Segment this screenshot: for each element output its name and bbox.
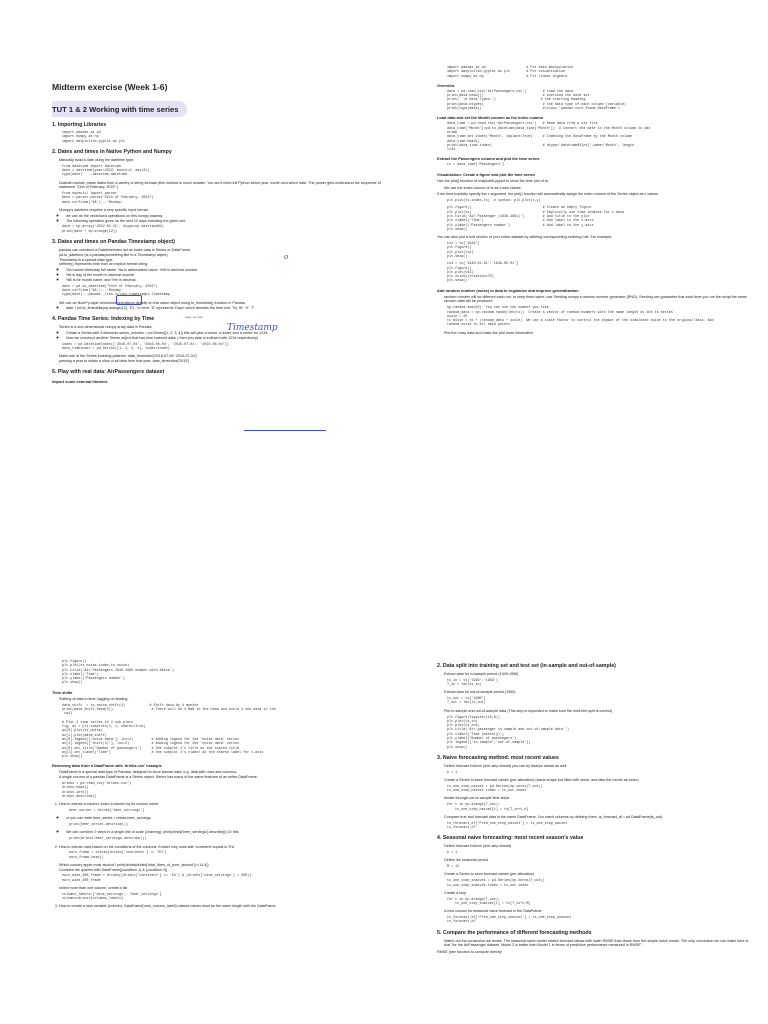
code-block: ts3 = ts['1949-01-01':'1949-05-01'] plt.figure() plt.plot(ts3) plt.xticks(rotation=75) plt.show() [447,262,519,284]
bullet-list [437,909,755,914]
list-item: • Which country apple most alcohol? print(drinks[drinks['total_litres_of_pure_alcohol']==14.4]) [59,863,382,868]
bullet-list [437,872,755,877]
top-right-column [437,64,755,492]
handwritten-mark: o [284,253,289,261]
list-item: • Manually build a date using the datetime type: [59,158,382,163]
pen-underline [244,430,326,431]
sub-heading: Overview [437,82,455,88]
list-item: • strftime() represents time from an explicit format string. [59,262,382,267]
list-item: • Combine the queries with DataFrame[(condition 1) & (condition 2)] [59,868,382,873]
bullet-list [52,863,382,873]
list-item: 3. How to create a new variable (column): DataFrame['new_column_label']=values values must be the same length with the DataFrame [59,904,382,909]
bullet-list [52,886,382,891]
bullet-list [437,815,755,820]
code-block: plt.plot(ts.index,ts) # syntax: plt.plot(x,y) [447,199,541,204]
list-item: • Define forecast horizon (one-step ahead) [444,844,755,849]
bottom-right-column [437,658,755,1024]
bullet-list [52,181,382,191]
list-item: ◦ or you can write beer_series = drinks.beer_servings [66,816,382,821]
code-block: h = 1 [447,770,458,775]
list-item-text: How to extract rows based on the conditions of the columns: Extract only rows with 'continent' equals to 'EU' [59,844,236,849]
code-block: print(drinks.beer_servings.describe()) [69,837,147,842]
code-block: index = pd.DatetimeIndex(['2016-07-04', '2016-08-04', '2015-07-04', '2015-08-04']) date_timeindex = pd.Series([1, 2, 3, 4], index=index) [62,342,229,351]
bullet-list [52,301,382,312]
section-heading: 5. Play with real data: AirPassengers dataset [52,368,165,375]
section-heading: 3. Naive forecasting method: most recent values [437,754,559,761]
list-item: ◦ %A means Weekday full name. %a is abbreviated name. %W in decimal number [66,268,382,273]
list-item: ◦ %B is for month name, and %m in decimal. [66,278,382,283]
tutorial-title-text: TUT 1 & 2 Working with time series [52,105,179,114]
paragraph: RMSE (see function to compute directly [437,950,502,955]
handwritten-timestamp: Timestamp [227,323,278,333]
top-left-column [52,74,382,514]
sub-heading: Removing data from a DataFrame with 'drinks.csv' example [52,763,162,769]
sub-heading: Import some external libraries [52,378,108,384]
section-heading: 2. Dates and times in Native Python and Numpy [52,148,172,155]
sub-list [59,331,382,341]
bullet-list [52,325,382,340]
code-block: ts_forecast_df['Pred_one_step_snaive1'] = ts_one_step_snaive1 ts_forecast_df [447,915,572,925]
handwritten-note: easy access [185,315,203,319]
bullet-list [437,778,755,783]
list-item: ◦ The following operation gives us the next 12 days including the given one [66,219,382,224]
tutorial-title [52,105,382,114]
code-block: print(beer_series.describe()) [69,823,129,828]
bullet-list [437,796,755,801]
list-item: • Dateutil module, parse dates from a variety of string formats (this method is much smarter. You don't need full Python which year, month and which date. The parser gets understand the sequence of statement "21th of February, 2022".) [59,181,382,191]
list-item: • Plot in-sample and out-of-sample data (This step is important to make sure the hold-feel split is correct) [444,709,755,714]
numbered-list [52,802,382,860]
bottom-left-column [52,658,382,1024]
list-item: • random number will be different each run. to keep them same, use Seeding numpy's random number generator (RNG). Seeding can guarantee that each time you run the script the same random data will be produced [444,295,755,305]
code-block: data = pd.read_csv('AirPassengers.csv') # load the data print(data.head()) # overview the data set print(' \n Data Types:') # the starting heading print(data.dtypes) # the data type of each column (variable) print(type(data)) #<class 'pandas.core.frame.DataFrame'> [447,89,627,112]
list-item: • Define forecast horizon (one-step ahead) you can try ikstepo ahead as well [444,764,755,769]
sub-list [59,214,382,224]
bullet-list [52,248,382,283]
list-item: • Iterate through out-of-sample time steps [444,796,755,801]
list-item: ◦ Now we construct another Series object that has time indexed data: ( then you date is indexed with 1234 respectively) [66,336,382,341]
bullet-list [52,208,382,223]
bullet-list [52,770,382,780]
sub-heading: Extract the Passengers column and plot the time series [437,156,540,162]
list-item: ◦ Create a Series with 4 elements series_noindex = pd.Series([1, 2, 3, 4]) this will give a vector of index and a vector for 1234. [66,331,382,336]
bullet-list [437,858,755,863]
code-block: for t in np.arange(T_out): ts_one_step_naive1[t] = ts[T_in+t-h] [447,803,529,812]
code-block: h = 1 [447,851,458,856]
list-item: • Create a Series to store forecast values (pre-allocation) [444,872,755,877]
list-item: ◦ we can do the vectorized operations on this numpy.ndarray. [66,214,382,219]
bullet-list [52,354,382,364]
section-heading: 4. Pandas Time Series: Indexing by Time [52,316,155,323]
code-block: plt.figure(figsize=(15,6)) plt.plot(ts_in) plt.plot(ts_out) plt.title('Air passenger in-sample and out-of-sample data ') plt.xlabel('Time (monthly)') plt.ylabel('Number of passengers') plt.legend(['in-sample','out-of-sample']) plt.show() [447,715,570,750]
code-block: plt.figure() # Create an empty figure plt.plot(ts) # Implicitly use time indexes for x data plt.title('Air Passenger (1949-1961)') # Add title to the plot plt.xlabel('Time') # Add label to the x-axis plt.ylabel('Passengers number') # Add label to the y-axis plt.show() [447,206,625,232]
list-item: • Extract data for out-of-sample period (1960) [444,690,755,695]
sub-heading: Load data and set the Month column as the index column [437,115,544,121]
code-block: ts_one_step_naive1 = pd.Series(np.zeros(T_out)) ts_one_step_naive1.index = ts_out.index [447,784,543,794]
list-item: • Create a loop [444,891,755,896]
code-block: plt.figure() plt.plot(ts_noise.index,ts_noise) plt.title('Air Passengers 1949-1960 number with Noise') plt.xlabel('Time') plt.ylabel('Passengers number') plt.show() [62,660,174,686]
numbered-list [52,904,382,909]
sub-list [59,306,382,311]
sub-heading: Time shifts [52,689,73,695]
code-block: data_time = pd.read_csv('AirPassengers.csv') # Read data from a csv file data_time['Month']=pd.to_datetime(data_time['Month']) # Convert the date in the Month column to dat etime data_time.set_index('Month', inplace=True) # Indexing the DataFrame by the Month column data_time.head() print(data_time.index) # dtype='datetime64[ns]',name='Month', length =144 [447,122,651,153]
list-item: • Timestamp is a special data type. [59,258,382,263]
bullet-list [437,295,755,305]
bullet-list [437,690,755,695]
code-block: import pandas as pd import numpy as np import matplotlib.pyplot as plt [62,131,126,144]
list-item: • Define the seasonal period [444,858,755,863]
sub-list [59,830,382,835]
code-block: beer_series = drinks['beer_servings'] [69,809,145,814]
paragraph: Use the plot() function of matplotlib.pyplot to show the time plot of ts. [437,178,549,183]
pen-circle-annotation [116,295,142,305]
code-block: columns_labels=['wine_servings', 'beer_servings'] columns=drinks[columns_labels] [62,892,162,902]
bullet-list [437,709,755,714]
code-block: date = pd.to_datetime("21th of February, 2022") date.strftime('%A')---'Monday' type(date)---pandas._libs.tslibs.timestamps.Timestamp [62,284,170,298]
bullet-list [52,697,382,702]
sub-heading: Visualization: Create a figure and plot the time series [437,171,535,177]
list-item: • A single column of a pandas DataFrame is a Series object. Series has many of the same features of an entire DataFrame. [59,775,382,780]
bullet-list [437,844,755,849]
document-title: Midterm exercise (Week 1-6) [52,82,168,92]
code-block: drinks = pd.read_csv('drinks.csv') drinks.head() drinks.info() drinks.describe() [62,782,132,799]
code-block: data_shift = ts_noise.shift(4) # Shift data by 4 months print(data_shift.head(5)) # There will be 4 NaN in the head and extra 4 new data in the tail # Plot 2 time series in 2 sub plots fig, ax = plt.subplots(2, 1, sharex=True) ax[0].plot(ts_noise) ax[1].plot(data_shift) ax[0].legend(['noise data'], loc=2) # Adding legend for the 'noise data' series ax[1].legend(['shift(4)'], loc=2) # Adding legend for the 'noise data' series ax[0].set_title('Number of passengers') # One subplot 1's title as the shared title ax[1].set_xlabel('Time') # One subplot 2's xlabel as the shared label for x-axis plt.show() [62,703,276,760]
section-heading: 5. Compare the performance of different forecasting methods [437,929,592,936]
code-block: ts_forecast_df['Pred_one_step_naive1'] = ts_one_step_naive1 ts_forecast_df [447,821,568,830]
code-block: ts2 = ts['1949'] plt.figure() plt.plot(ts2) plt.show() [447,242,480,259]
list-item: • Numpy's datetime requires a very specific input format. [59,208,382,213]
code-block: date = np.array('2022-02-21', dtype=np.datetime64) print(date + np.arange(12)) [62,225,164,234]
bullet-list [437,891,755,896]
list-item: ◦ date + pd.to_timedelta(np.arange(12), 'D') : \n here, 'D' represents 'Days' which denotes the time unit. Try 'W', 'h', 'T' [66,306,382,311]
bullet-list [437,331,755,336]
list-item: • Create a Series to store forecast values (pre-allocation) (same shape but filled with zeros, and take the month as index) [444,778,755,783]
code-block: euro_wine_300_frame = drinks[(drinks['continent'] == 'EU') & (drinks['wine_servings'] > 300)] euro_wine_300_frame [62,874,252,883]
list-item: ◦ We can combine 2 steps in a single line of code (chaining): print(drinks['beer_servings'].describe()) Or this [66,830,382,835]
list-item: • Shifting of data in time, lagging on leading. [59,697,382,702]
list-item: • pandas can construct a DatetimeIndex act as index data in Series or DataFrame. [59,248,382,253]
section-heading: 2. Data split into training set and test set (in-sample and out-of-sample) [437,663,616,669]
paragraph: You can also plot a sub section of your entire dataset by defining corresponding indexing rule. For example: [437,235,613,240]
code-block: from datetime import datetime date = datetime(year=2022, month=2, day=21) type(date) --datetime.datetime [62,164,150,178]
list-item: • Compare true and forecast data in the same DataFrame. You insert columns by defining them. ts_forecast_df = pd.DataFrame(ts_out) [444,815,755,820]
list-item: • We use the index column of ts as x-axis values. [444,186,755,191]
code-block: import pandas as pd # For data manipulation import matplotlib.pyplot as plt # For visualization import numpy as np # For linear algebra [447,66,574,79]
code-block: for t in np.arange(T_out): ts_one_step_snaive1[t] = ts[T_in+t-M] [447,897,531,906]
list-item: • Extract data for in-sample period (1949-1959) [444,672,755,677]
code-block: ts = data_time['Passengers'] [447,163,504,168]
list-item [59,802,382,841]
code-block: euro_frame = drinks[drinks['continent'] == 'EU'] euro_frame.head() [69,851,167,860]
list-item: • Make use of the Series indexing patterns: date_timeindex['2016-07-04':'2015-07-04'] [59,354,382,359]
code-block: from dateutil import parser date = parser.parse("21th of February, 2022") date.strftime('%A')---'Monday' [62,192,154,205]
bullet-list [52,158,382,163]
list-item: • A new column for seasonal naive forecast in the DataFrame [444,909,755,914]
list-item: • pd.to_datetime (is a pandas(something like to a Timestamp object) [59,253,382,258]
code-block: ts_one_step_snaive1 = pd.Series(np.zeros(T_out)) ts_one_step_snaive1.index = ts_out.index [447,879,545,888]
list-item: • passing a year to obtain a slice of all data from that year: date_timeindex['2015'] [59,359,382,364]
bullet-list [437,939,755,949]
sub-list [59,268,382,282]
list-item: ◦ %d is day of the month in decimal number [66,273,382,278]
list-item: • Series is a one-dimensional numpy array data in Pandas. [59,325,382,330]
bullet-list [437,672,755,677]
bullet-list [437,764,755,769]
sub-heading: Add random number (noise) to data to regularize and improve generalization [437,287,579,293]
section-heading: 1. Importing Libraries [52,122,107,128]
list-item: • Watch out the conclusion we revise. The seasonal naive model makes forecast values with lower RMSE than those from the simple naive model. The only conclusion we can make here is that "for the AirPassenger dataset, Model 2 is better than Model 1 in terms of predictive performance measured in RMSE". [444,939,755,949]
bullet-list [437,186,755,191]
list-item [59,845,382,860]
list-item: • We can do NumPy-style vectorized operations directly on this same object using to_timedelta() function in Pandas. [59,301,382,306]
list-item: • DataFrame is a special data type of Pandas, designed to store tabular data, e.g. data with rows and columns. [59,770,382,775]
code-block: ts_out = ts['1960'] T_out = len(ts_out) [447,697,486,706]
section-heading: 4. Seasonal naive forecasting: most recent season's value [437,835,584,842]
list-item: • select more than one column, create a list [59,886,382,891]
list-item: • Plot the noisy data and make the plot more informative [444,331,755,336]
list-item-text: How to extract a column: index a column by its column name. [59,802,160,807]
sub-list [59,816,382,821]
code-block: np.random.seed(0) You can use the number you like random_data = np.random.randn(len(ts)) Create a vector of random numbers with the same length as the ts series scale = 20 ts_noise = ts + (random_data * scale) We use a scale factor to control the impact of the simulated noise to the original data. Add random noise to all data points [447,306,714,328]
section-heading: 3. Dates and times on Pandas Timestamp object) [52,239,175,246]
code-block: ts_in = ts['1949':'1959'] T_in = len(ts_in) [447,678,498,688]
code-block: M = 12 [447,865,460,870]
paragraph: If we dont explicitly specify the x argument, the plot() function will automatically assign the index column of the Series object as x values. [437,192,659,197]
